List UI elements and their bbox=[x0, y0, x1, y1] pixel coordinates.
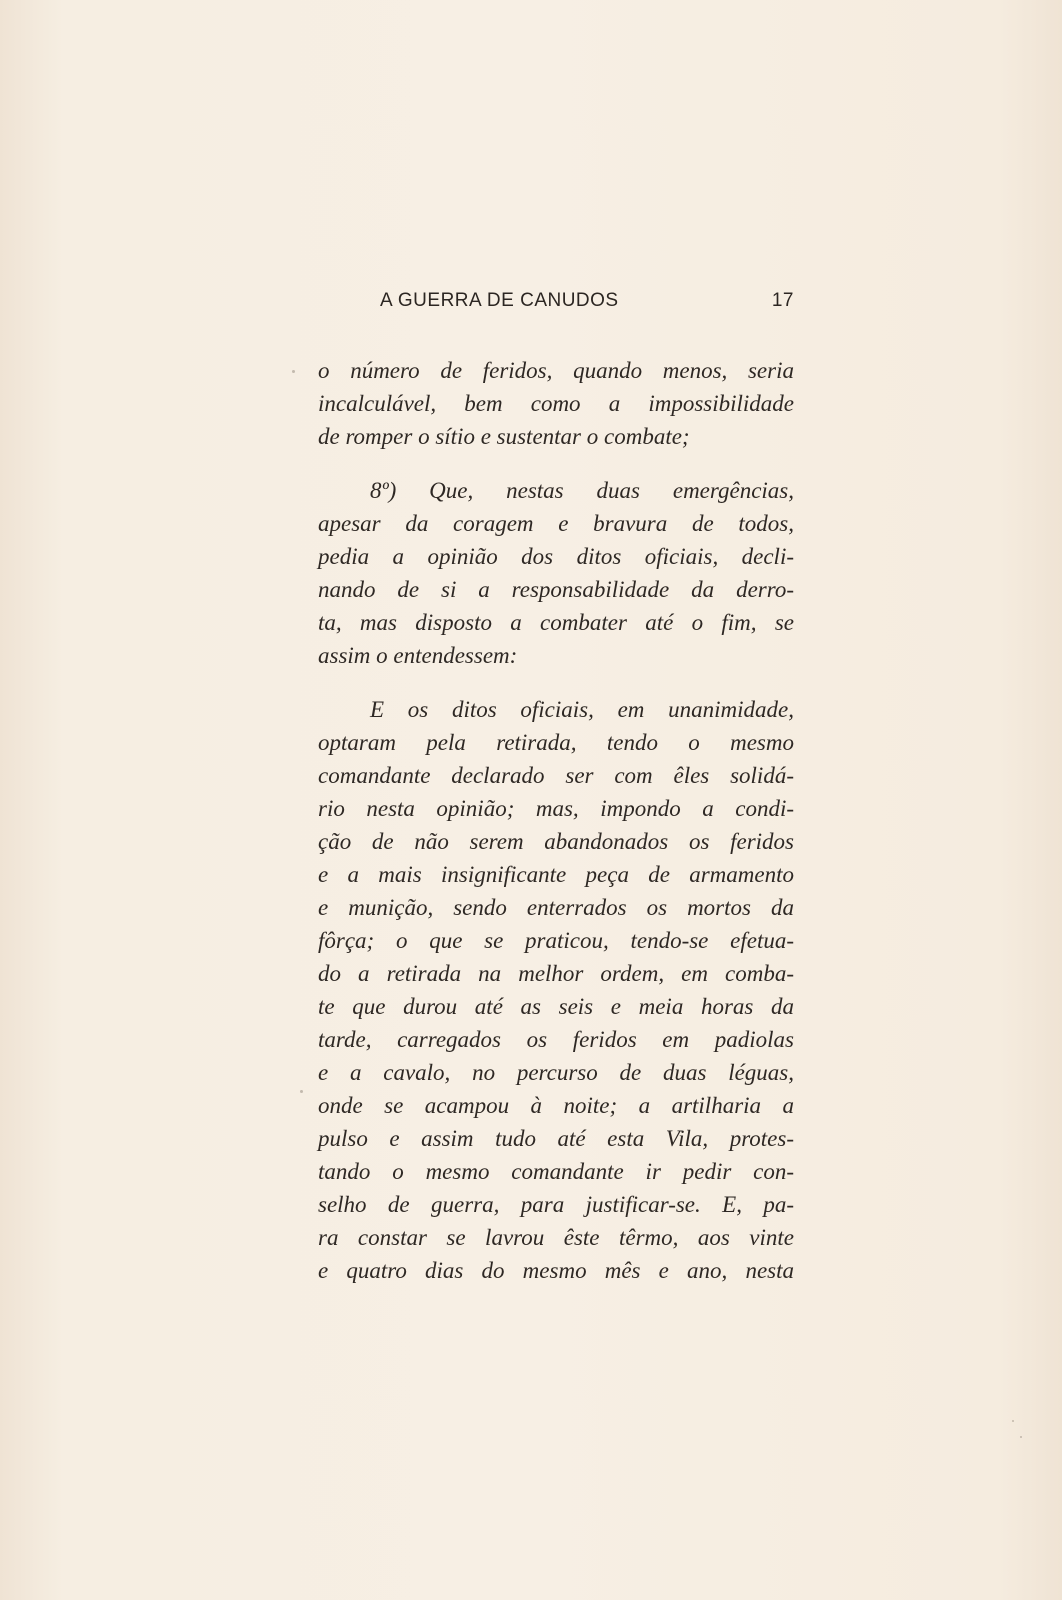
text-line: tando o mesmo comandante ir pedir con- bbox=[318, 1159, 794, 1184]
paper-speck bbox=[292, 370, 295, 373]
paper-speck bbox=[1020, 1436, 1022, 1438]
paper-speck bbox=[300, 1090, 303, 1093]
text-line: onde se acampou à noite; a artilharia a bbox=[318, 1093, 794, 1118]
text-line: rio nesta opinião; mas, impondo a condi- bbox=[318, 796, 794, 821]
text-line: 8º) Que, nestas duas emergências, bbox=[370, 478, 794, 503]
text-line: e munição, sendo enterrados os mortos da bbox=[318, 895, 794, 920]
running-title: A GUERRA DE CANUDOS bbox=[380, 290, 619, 311]
text-line: apesar da coragem e bravura de todos, bbox=[318, 511, 794, 536]
text-line: incalculável, bem como a impossibilidade bbox=[318, 391, 794, 416]
text-line: tarde, carregados os feridos em padiolas bbox=[318, 1027, 794, 1052]
text-line: o número de feridos, quando menos, seria bbox=[318, 358, 794, 383]
text-line: selho de guerra, para justificar-se. E, pa- bbox=[318, 1192, 794, 1217]
text-line: te que durou até as seis e meia horas da bbox=[318, 994, 794, 1019]
text-line: e quatro dias do mesmo mês e ano, nesta bbox=[318, 1258, 794, 1283]
text-line: assim o entendessem: bbox=[318, 643, 518, 668]
text-line: ra constar se lavrou êste têrmo, aos vinte bbox=[318, 1225, 794, 1250]
text-line: e a cavalo, no percurso de duas léguas, bbox=[318, 1060, 794, 1085]
text-line: optaram pela retirada, tendo o mesmo bbox=[318, 730, 794, 755]
paragraph-gap bbox=[318, 453, 794, 474]
text-line: nando de si a responsabilidade da derro- bbox=[318, 577, 794, 602]
text-line: ção de não serem abandonados os feridos bbox=[318, 829, 794, 854]
text-line: ta, mas disposto a combater até o fim, se bbox=[318, 610, 794, 635]
body-text bbox=[318, 354, 794, 1287]
text-line: do a retirada na melhor ordem, em comba- bbox=[318, 961, 794, 986]
text-line: pulso e assim tudo até esta Vila, protes- bbox=[318, 1126, 794, 1151]
page-number: 17 bbox=[771, 290, 794, 311]
text-line: de romper o sítio e sustentar o combate; bbox=[318, 424, 690, 449]
text-line: fôrça; o que se praticou, tendo-se efetua- bbox=[318, 928, 794, 953]
text-line: E os ditos oficiais, em unanimidade, bbox=[370, 697, 794, 722]
text-line: pedia a opinião dos ditos oficiais, decli- bbox=[318, 544, 794, 569]
text-line: e a mais insignificante peça de armamento bbox=[318, 862, 794, 887]
paragraph-gap bbox=[318, 672, 794, 693]
paper-speck bbox=[1012, 1420, 1014, 1422]
page-header bbox=[380, 290, 794, 314]
text-line: comandante declarado ser com êles solidá- bbox=[318, 763, 794, 788]
